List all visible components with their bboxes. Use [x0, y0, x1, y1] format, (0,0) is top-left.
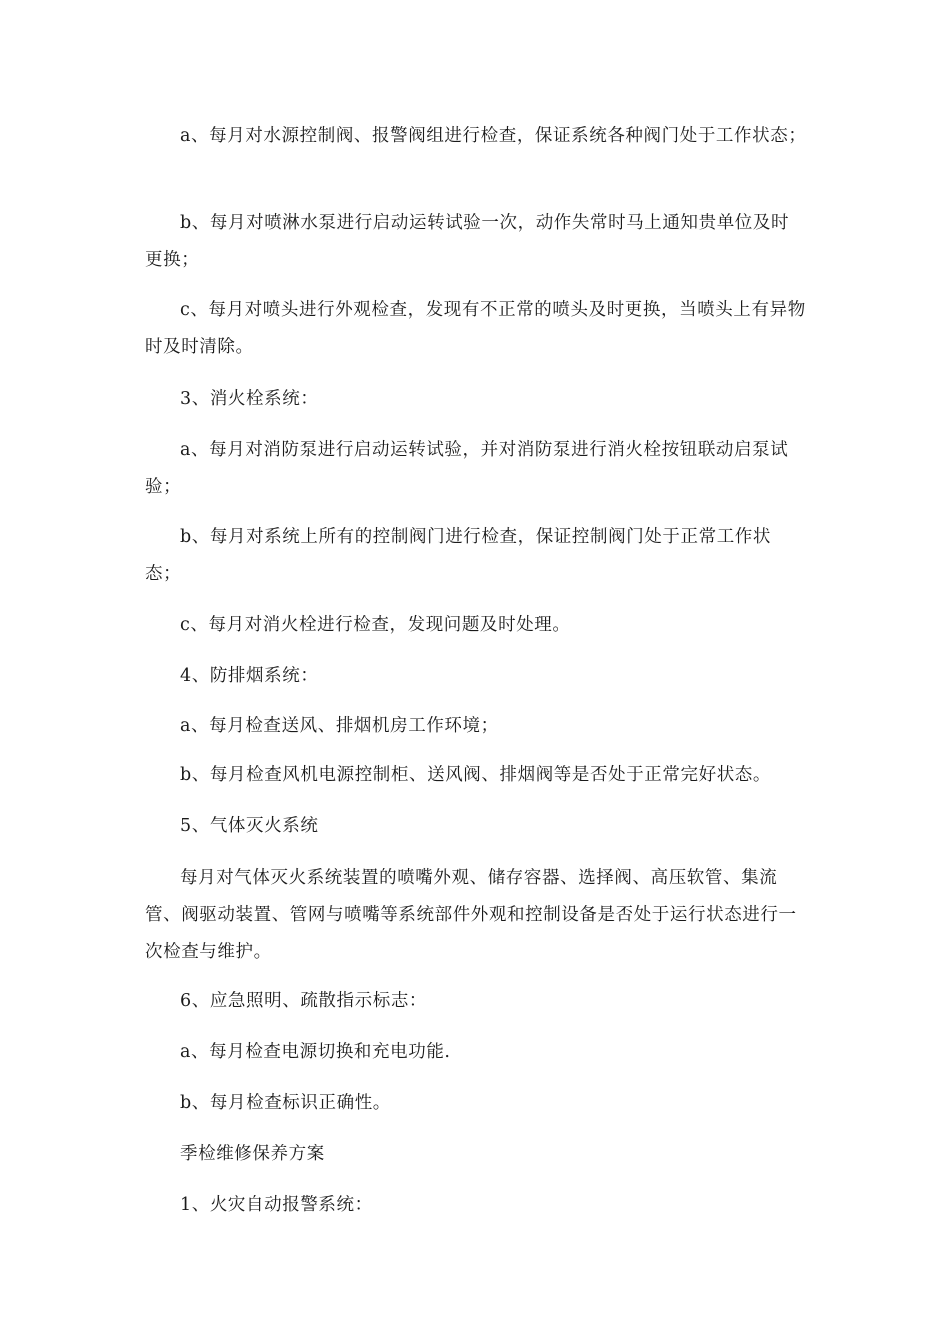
heading-fire-alarm-system: 1、火灾自动报警系统：	[180, 1195, 373, 1215]
paragraph-gas-system-maintenance: 每月对气体灭火系统装置的喷嘴外观、储存容器、选择阀、高压软管、集流管、阀驱动装置、管网与喷嘴等系统部件外观和控制设备是否处于运行状态进行一次检查与维护。	[145, 868, 797, 962]
paragraph-control-valve-check: b、每月对系统上所有的控制阀门进行检查，保证控制阀门处于正常工作状态；	[145, 527, 771, 584]
paragraph-hydrant-check: c、每月对消火栓进行检查，发现问题及时处理。	[180, 615, 571, 635]
heading-hydrant-system: 3、消火栓系统：	[180, 389, 319, 409]
paragraph-power-switch-check: a、每月检查电源切换和充电功能.	[180, 1042, 451, 1062]
paragraph-sprinkler-head-inspection: c、每月对喷头进行外观检查，发现有不正常的喷头及时更换，当喷头上有异物时及时清除。	[145, 300, 806, 357]
heading-quarterly-maintenance-plan: 季检维修保养方案	[180, 1144, 325, 1164]
heading-smoke-control-system: 4、防排烟系统：	[180, 666, 319, 686]
heading-gas-extinguishing-system: 5、气体灭火系统	[180, 816, 319, 836]
paragraph-sign-check: b、每月检查标识正确性。	[180, 1093, 391, 1113]
heading-emergency-lighting: 6、应急照明、疏散指示标志：	[180, 991, 428, 1011]
paragraph-fan-room-check: a、每月检查送风、排烟机房工作环境；	[180, 716, 499, 736]
paragraph-sprinkler-pump-test: b、每月对喷淋水泵进行启动运转试验一次，动作失常时马上通知贵单位及时更换；	[145, 213, 790, 270]
paragraph-sprinkler-valve-check: a、每月对水源控制阀、报警阀组进行检查，保证系统各种阀门处于工作状态；	[180, 126, 807, 146]
paragraph-fire-pump-test: a、每月对消防泵进行启动运转试验，并对消防泵进行消火栓按钮联动启泵试验；	[145, 440, 789, 497]
paragraph-fan-control-check: b、每月检查风机电源控制柜、送风阀、排烟阀等是否处于正常完好状态。	[180, 765, 771, 785]
